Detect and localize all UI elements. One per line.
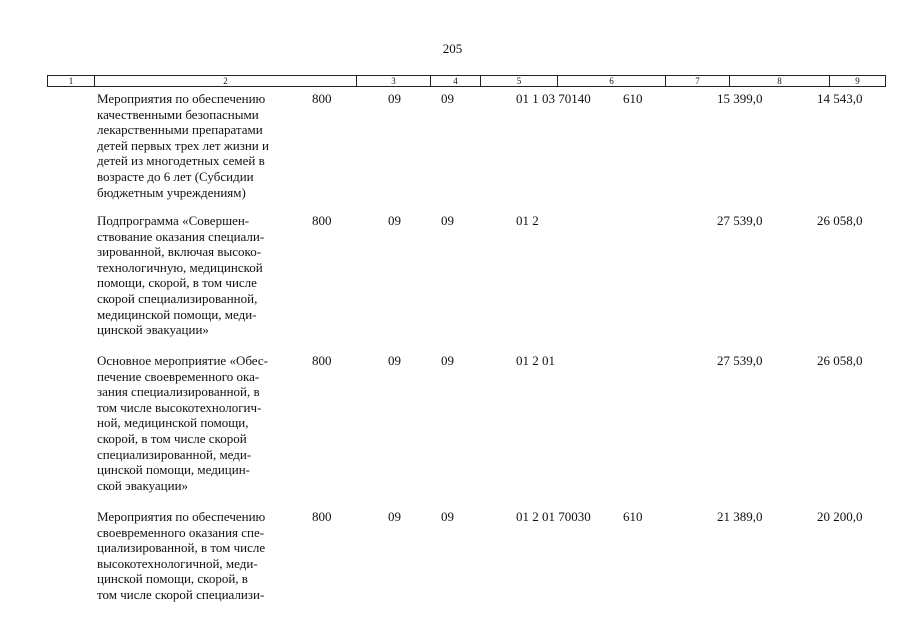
- row-col3: 800: [312, 213, 332, 228]
- row-col6: 01 2 01: [516, 353, 555, 368]
- table-header-row: [47, 75, 886, 87]
- header-col-7: 7: [666, 76, 730, 86]
- row-col8: 15 399,0: [717, 91, 763, 106]
- row-col4: 09: [388, 509, 401, 524]
- row-col4: 09: [388, 353, 401, 368]
- row-name: Основное мероприятие «Обес- печение своевременного ока- зания специализированной, в том числе высокотехнологич- ной, медицинской помощи, скорой, в том числе скорой специализированной, меди- цинской помощи, медицин- ской эвакуации»: [97, 353, 268, 493]
- header-col-5: 5: [481, 76, 558, 86]
- row-col6: 01 2 01 70030: [516, 509, 591, 524]
- header-col-4: 4: [431, 76, 481, 86]
- row-col4: 09: [388, 213, 401, 228]
- header-col-2: 2: [95, 76, 357, 86]
- row-col9: 26 058,0: [817, 213, 863, 228]
- page-number: 205: [442, 41, 463, 56]
- row-col7: 610: [623, 91, 643, 106]
- row-col8: 21 389,0: [717, 509, 763, 524]
- row-col7: 610: [623, 509, 643, 524]
- row-col6: 01 1 03 70140: [516, 91, 591, 106]
- row-col5: 09: [441, 91, 454, 106]
- row-col5: 09: [441, 509, 454, 524]
- row-col5: 09: [441, 213, 454, 228]
- row-col9: 14 543,0: [817, 91, 863, 106]
- row-col5: 09: [441, 353, 454, 368]
- row-name: Подпрограмма «Совершен- ствование оказания специали- зированной, включая высоко- технологичную, медицинской помощи, скорой, в том числе скорой специализированной, медицинской помощи, меди- цинской эвакуации»: [97, 213, 265, 338]
- row-col9: 20 200,0: [817, 509, 863, 524]
- row-col6: 01 2: [516, 213, 539, 228]
- row-col3: 800: [312, 353, 332, 368]
- header-col-9: 9: [855, 76, 860, 86]
- header-col-6: 6: [558, 76, 666, 86]
- row-name: Мероприятия по обеспечению качественными безопасными лекарственными препаратами детей первых трех лет жизни и детей из многодетных семей в возрасте до 6 лет (Субсидии бюджетным учреждениям): [97, 91, 269, 200]
- row-col9: 26 058,0: [817, 353, 863, 368]
- row-col3: 800: [312, 509, 332, 524]
- row-name: Мероприятия по обеспечению своевременного оказания спе- циализированной, в том числе высокотехнологичной, меди- цинской помощи, скорой, в том числе скорой специализи-: [97, 509, 266, 602]
- header-col-3: 3: [357, 76, 431, 86]
- row-col8: 27 539,0: [717, 213, 763, 228]
- header-col-1: 1: [48, 76, 95, 86]
- header-col-8: 8: [730, 76, 830, 86]
- row-col3: 800: [312, 91, 332, 106]
- row-col4: 09: [388, 91, 401, 106]
- row-col8: 27 539,0: [717, 353, 763, 368]
